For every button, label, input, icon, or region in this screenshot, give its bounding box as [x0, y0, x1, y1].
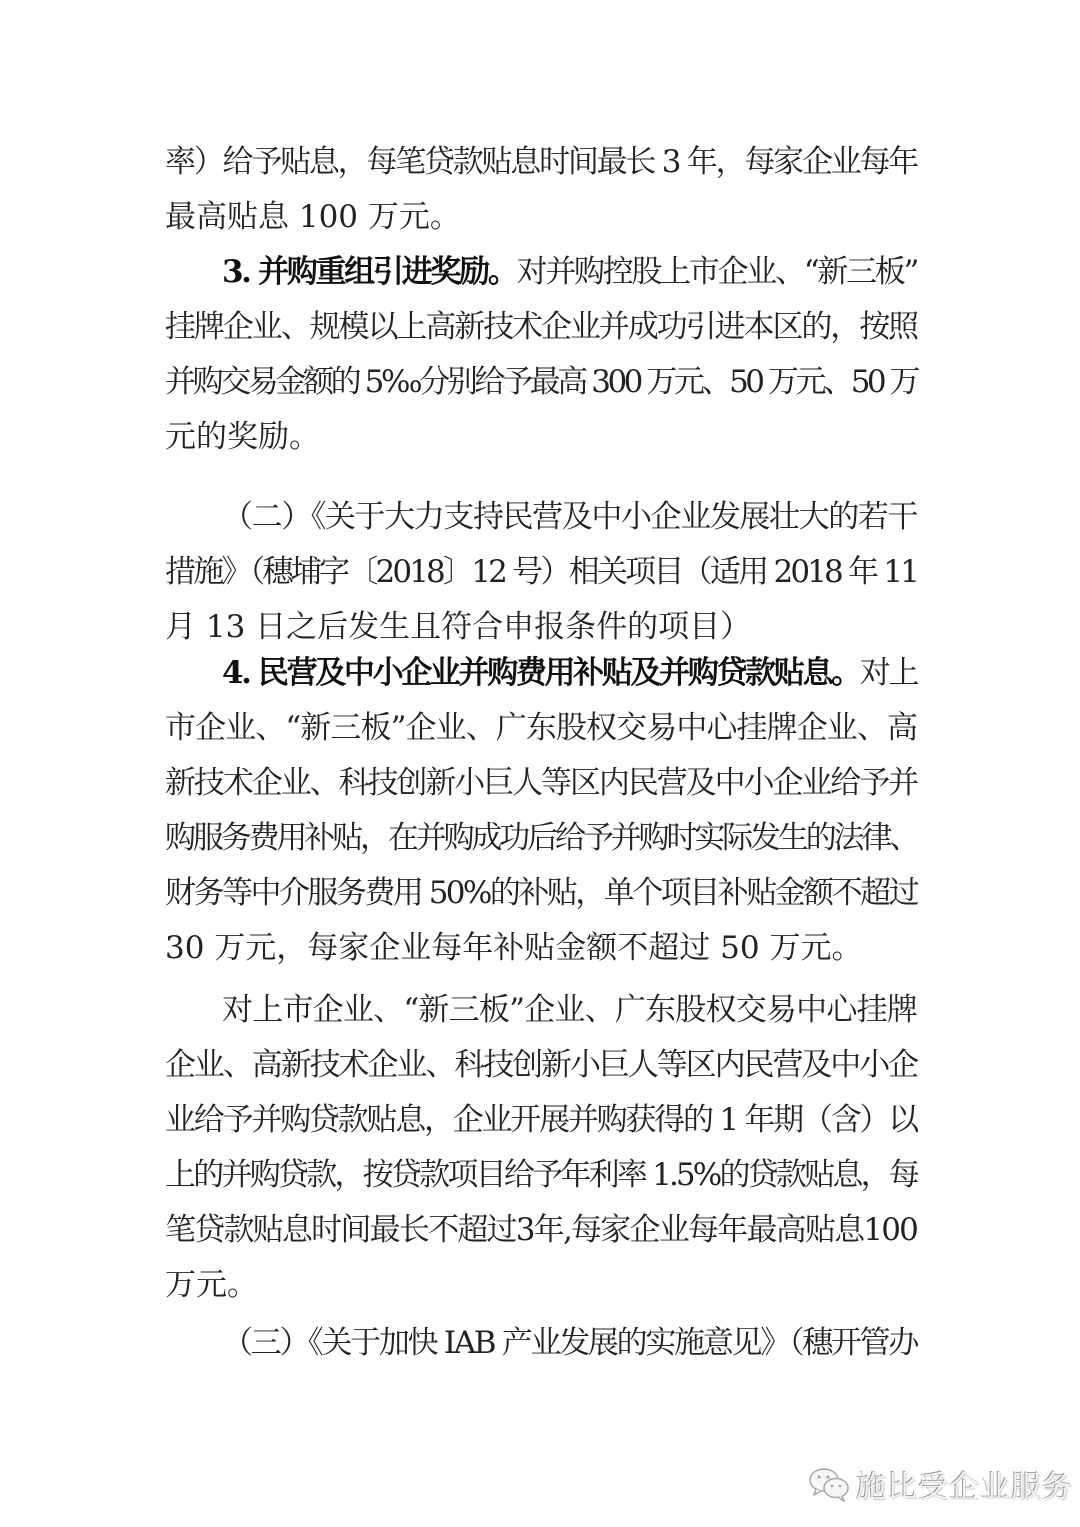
- line-text: 新技术企业、科技创新小巨人等区内民营及中小企业给予并: [165, 765, 917, 801]
- section-heading: 4. 民营及中小企业并购费用补贴及并购贷款贴息。: [222, 655, 860, 691]
- line-text: 企业、高新技术企业、科技创新小巨人等区内民营及中小企: [165, 1047, 917, 1083]
- line-text: 对上: [859, 655, 918, 691]
- paragraph-line: [222, 990, 917, 1030]
- paragraph-line: [165, 307, 917, 347]
- paragraph-line: [165, 607, 917, 647]
- paragraph-line: [222, 1323, 917, 1363]
- line-text: 对上市企业、“新三板”企业、广东股权交易中心挂牌: [222, 992, 917, 1028]
- paragraph-line: [165, 362, 917, 402]
- line-text: 挂牌企业、规模以上高新技术企业并成功引进本区的，按照: [165, 309, 917, 345]
- paragraph-line: [165, 928, 917, 968]
- line-text: 购服务费用补贴，在并购成功后给予并购时实际发生的法律、: [165, 820, 917, 856]
- paragraph-line: [165, 417, 917, 457]
- paragraph-line: [165, 763, 917, 803]
- line-text: 市企业、“新三板”企业、广东股权交易中心挂牌企业、高: [165, 710, 917, 746]
- line-text: （二）《关于大力支持民营及中小企业发展壮大的若干: [222, 499, 917, 535]
- wechat-icon: [808, 1466, 850, 1502]
- watermark-text: 施比受企业服务: [856, 1470, 1073, 1505]
- line-text: 率）给予贴息，每笔贷款贴息时间最长 3 年，每家企业每年: [165, 144, 917, 180]
- paragraph-line: [165, 197, 917, 237]
- paragraph-line: [165, 818, 917, 858]
- section-heading-line: [222, 252, 917, 292]
- line-text: 月 13 日之后发生且符合申报条件的项目）: [165, 609, 752, 645]
- paragraph-line: [165, 552, 917, 592]
- line-text: 30 万元，每家企业每年补贴金额不超过 50 万元。: [165, 930, 863, 966]
- line-text: 笔贷款贴息时间最长不超过3年,每家企业每年最高贴息100: [165, 1212, 917, 1248]
- section-heading-line: [222, 653, 917, 693]
- line-text: 财务等中介服务费用 50%的补贴，单个项目补贴金额不超过: [165, 875, 917, 911]
- paragraph-line: [222, 497, 917, 537]
- paragraph-line: [165, 1100, 917, 1140]
- line-text: 元的奖励。: [165, 419, 320, 455]
- paragraph-line: [165, 708, 917, 748]
- paragraph-line: [165, 1265, 917, 1305]
- line-text: 并购交易金额的 5‰分别给予最高 300 万元、50 万元、50 万: [165, 364, 917, 400]
- line-text: 上的并购贷款，按贷款项目给予年利率 1.5%的贷款贴息，每: [165, 1157, 917, 1193]
- wechat-watermark: [808, 1462, 1073, 1506]
- paragraph-line: [165, 142, 917, 182]
- paragraph-line: [165, 1210, 917, 1250]
- line-text: 万元。: [165, 1267, 258, 1303]
- line-text: 措施》（穗埔字〔2018〕12 号）相关项目（适用 2018 年 11: [165, 554, 917, 590]
- line-text: （三）《关于加快 IAB 产业发展的实施意见》（穗开管办: [222, 1325, 917, 1361]
- line-text: 业给予并购贷款贴息，企业开展并购获得的 1 年期（含）以: [165, 1102, 917, 1138]
- section-heading: 3. 并购重组引进奖励。: [222, 254, 517, 290]
- line-text: 对并购控股上市企业、“新三板”: [516, 254, 917, 290]
- paragraph-line: [165, 1045, 917, 1085]
- paragraph-line: [165, 1155, 917, 1195]
- paragraph-line: [165, 873, 917, 913]
- line-text: 最高贴息 100 万元。: [165, 199, 461, 235]
